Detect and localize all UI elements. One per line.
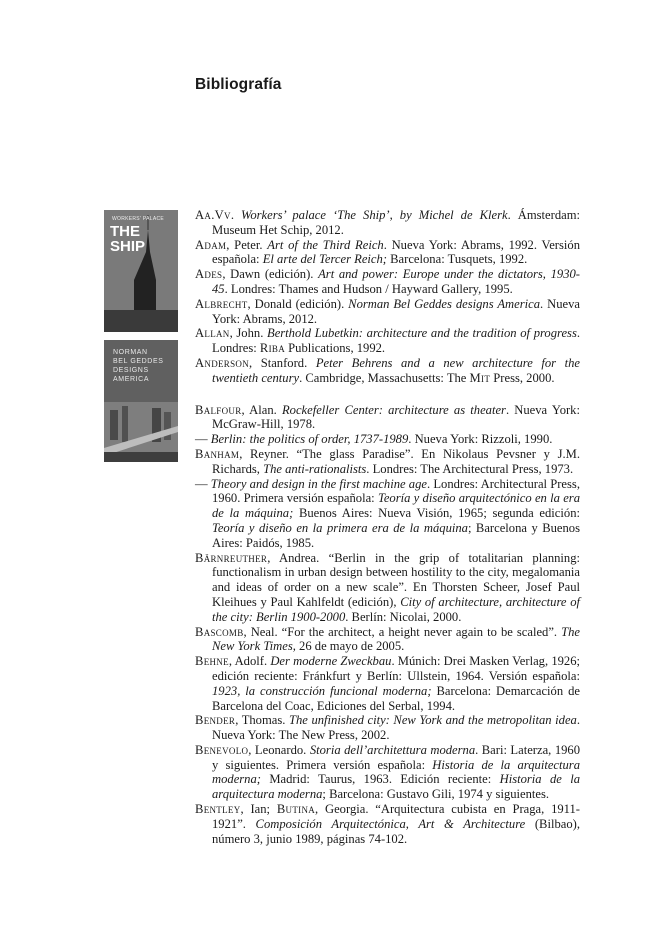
author: Anderson — [195, 355, 249, 370]
bib-entry — [195, 447, 580, 477]
bib-entry — [195, 267, 580, 297]
work-title: Art of the Third Reich — [267, 237, 384, 252]
entry-text: Barcelona: Demarcación de Barcelona del Coac, Ediciones del Serbal, 1994. — [212, 683, 580, 713]
cover-caption-large — [110, 224, 145, 254]
entry-text: Butina — [276, 802, 316, 817]
bib-entry — [195, 654, 580, 713]
author: Allan — [195, 326, 230, 341]
author: Bender — [195, 713, 236, 728]
author: Banham — [195, 446, 240, 461]
author: Bascomb — [195, 624, 244, 639]
work-title: Art and power: Europe under the dictators, 1930-45 — [212, 267, 580, 296]
entry-text: , Neal. “For the architect, a height never again to be scaled”. — [243, 624, 562, 639]
entry-text: . Nueva York: Rizzoli, 1990. — [408, 432, 553, 447]
author: Aa.Vv — [195, 208, 231, 222]
cover-word-ship: SHIP — [110, 238, 146, 255]
entry-text: (Bilbao), número 3, junio 1989, páginas 74-102. — [212, 816, 580, 846]
work-title: Berthold Lubetkin: architecture and the tradition of progress — [267, 326, 577, 341]
author: Behne — [195, 654, 229, 669]
bib-entry — [195, 713, 580, 743]
italic-text: El arte del Tercer Reich; — [262, 252, 387, 267]
entry-text: . Ámsterdam: Museum Het Schip, 2012. — [212, 208, 581, 237]
book-cover-the-ship-image — [104, 210, 178, 332]
entry-text: . Londres: The Architectural Press, 1973. — [366, 461, 574, 476]
entry-text: , Adolf. — [228, 654, 271, 669]
section-gap — [195, 386, 580, 403]
work-title: Der moderne Zweckbau — [270, 654, 392, 669]
italic-text: Teoría y diseño en la primera era de la máquina — [212, 520, 468, 535]
entry-text: . Cambridge, Massachusetts: The — [299, 370, 470, 385]
bibliography-list — [195, 208, 580, 846]
work-title: The New York Times, — [212, 624, 580, 654]
entry-text: , Thomas. — [235, 713, 289, 728]
entry-text: . Berlín: Nicolai, 2000. — [345, 609, 462, 624]
entry-text: , Andrea. “Berlin in the grip of totalitarian planning: functionalism in urban design between hostility to the city, megalomania and ideas of order on a new scale”. En Thorsten Scheer, Josef Paul Kleihues y Paul Kahlfeldt (edición), — [212, 550, 580, 609]
page-title: Bibliografía — [195, 76, 282, 93]
entry-text: . Londres: Thames and Hudson / Hayward Gallery, 1995. — [224, 281, 513, 296]
entry-text: , Dawn (edición). — [222, 267, 319, 282]
author: Bentley — [195, 802, 241, 817]
cover-word-the: THE — [110, 223, 140, 240]
author: Bärnreuther — [195, 550, 268, 565]
entry-text: — — [195, 432, 211, 447]
bib-entry — [195, 326, 580, 356]
entry-text: . Nueva York: Abrams, 2012. — [212, 296, 580, 326]
bib-entry — [195, 625, 580, 655]
work-title: Norman Bel Geddes designs America — [348, 296, 541, 311]
entry-text: , John. — [229, 326, 267, 341]
entry-text: ; Barcelona y Buenos Aires: Paidós, 1985. — [212, 520, 580, 550]
italic-text: 1923, la construcción funcional moderna; — [212, 683, 432, 698]
entry-text: , Peter. — [226, 237, 268, 252]
entry-text: . Bari: Laterza, 1960 y siguientes. Primera versión española: — [212, 742, 581, 772]
work-title: Rockefeller Center: architecture as theater — [281, 402, 506, 417]
cover-line-3: DESIGNS — [113, 367, 149, 374]
italic-text: Historia de la arquitectura moderna — [212, 772, 580, 802]
author: Benevolo — [195, 742, 249, 757]
work-title: Berlin: the politics of order, 1737-1989 — [210, 432, 409, 447]
entry-text: Publications, 1992. — [285, 341, 386, 356]
entry-text: Riba — [259, 341, 286, 356]
entry-text: Press, 2000. — [490, 370, 555, 385]
work-title: The unfinished city: New York and the metropolitan idea — [288, 713, 577, 728]
entry-text: ; Barcelona: Gustavo Gili, 1974 y siguientes. — [322, 787, 550, 802]
entry-text: Madrid: Taurus, 1963. Edición reciente: — [260, 772, 500, 787]
bib-entry — [195, 802, 580, 846]
entry-text: Barcelona: Tusquets, 1992. — [387, 252, 528, 267]
entry-text: . Londres: — [212, 326, 581, 356]
entry-text: . Nueva York: The New Press, 2002. — [212, 713, 580, 743]
entry-text: , Alan. — [241, 402, 282, 417]
entry-text: Mit — [469, 370, 491, 385]
italic-text: Teoría y diseño arquitectónico en la era de la máquina; — [212, 491, 580, 521]
work-title: Storia dell’architettura moderna — [309, 742, 476, 757]
work-title: Theory and design in the first machine age — [210, 476, 427, 491]
author: Balfour — [195, 402, 242, 417]
bib-entry — [195, 551, 580, 625]
book-cover-norman-bel-geddes-image — [104, 340, 178, 462]
bib-entry — [195, 403, 580, 433]
entry-text: , Leonardo. — [248, 742, 310, 757]
entry-text: . Nueva York: McGraw-Hill, 1978. — [212, 402, 580, 432]
author: Albrecht — [195, 296, 248, 311]
entry-text: 26 de mayo de 2005. — [295, 639, 405, 654]
cover-line-4: AMERICA — [113, 376, 150, 383]
entry-text: , Georgia. “Arquitectura cubista en Praga, 1911-1921”. — [212, 802, 581, 831]
work-title: Peter Behrens and a new architecture for the twentieth century — [212, 355, 581, 385]
bib-entry — [195, 208, 580, 238]
work-title: Composición Arquitectónica, Art & Architecture — [255, 816, 526, 831]
bib-entry — [195, 356, 580, 386]
cover-line-2: BEL GEDDES — [113, 358, 164, 365]
entry-text: . — [230, 208, 242, 222]
entry-text: , Donald (edición). — [247, 296, 349, 311]
work-title: Workers’ palace ‘The Ship’, by Michel de Klerk — [241, 208, 508, 222]
author: Ades — [195, 267, 223, 282]
work-title: City of architecture, architecture of the city: Berlin 1900-2000 — [212, 594, 580, 624]
cover-caption-small: WORKERS' PALACE — [112, 216, 165, 222]
cover-line-1: NORMAN — [113, 349, 148, 356]
work-title: The anti-rationalists — [263, 461, 367, 476]
bib-entry — [195, 297, 580, 327]
bib-entry — [195, 743, 580, 802]
bib-entry — [195, 432, 580, 447]
cover-caption — [113, 348, 163, 384]
entry-text: Buenos Aires: Nueva Visión, 1965; segunda edición: — [293, 506, 580, 521]
entry-text: . Londres: Architectural Press, 1960. Primera versión española: — [212, 476, 580, 506]
entry-text: , Reyner. “The glass Paradise”. En Nikolaus Pevsner y J.M. Richards, — [212, 446, 580, 476]
entry-text: . Nueva York: Abrams, 1992. Versión española: — [212, 237, 580, 267]
entry-text: , Stanford. — [249, 355, 316, 370]
entry-text: — — [195, 476, 211, 491]
bib-entry — [195, 477, 580, 551]
bib-entry — [195, 238, 580, 268]
entry-text: . Múnich: Drei Masken Verlag, 1926; edición reciente: Fránkfurt y Berlín: Ullstein, 1964. Versión española: — [212, 654, 581, 683]
entry-text: , Ian; — [240, 802, 277, 817]
author: Adam — [195, 237, 227, 252]
italic-text: Historia de la arquitectura moderna; — [212, 757, 580, 787]
